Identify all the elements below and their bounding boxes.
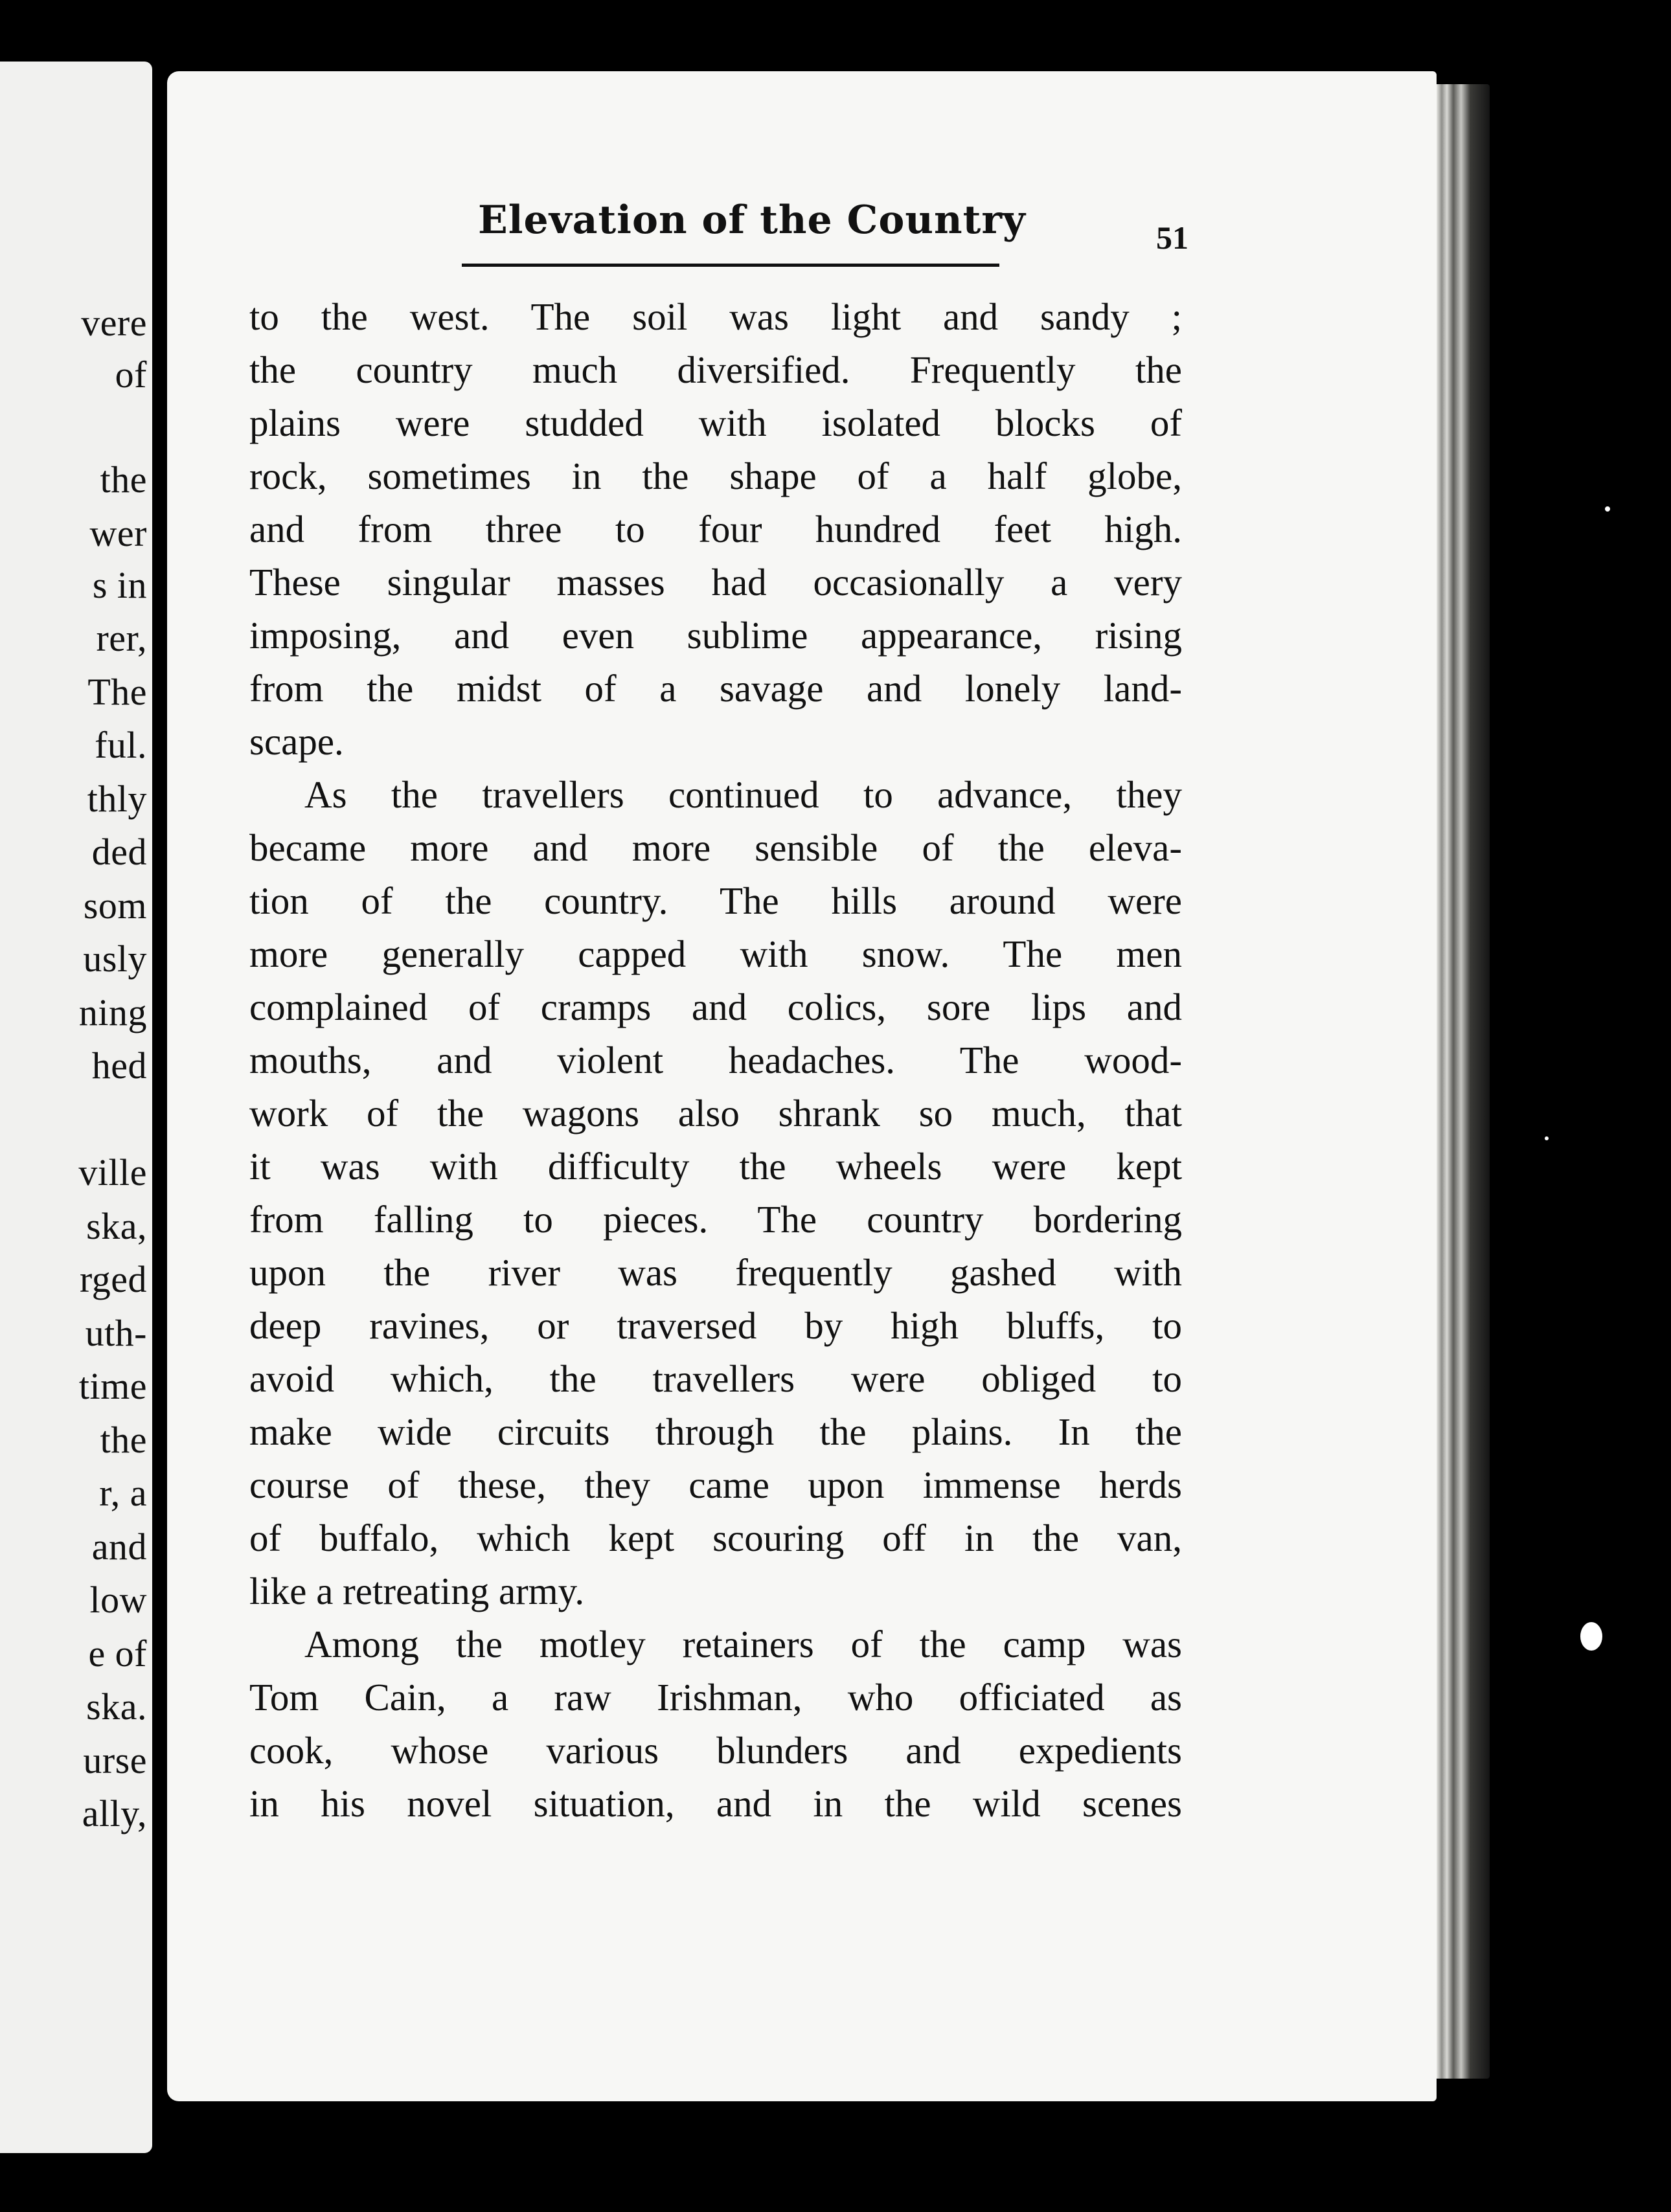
left-page-text-fragment: time	[78, 1365, 147, 1407]
left-page-text-fragment: rged	[79, 1258, 147, 1300]
left-page-fragment	[0, 62, 152, 2153]
text-line: These singular masses had occasionally a very	[249, 561, 1182, 604]
text-line: tion of the country. The hills around were	[249, 879, 1182, 922]
scan-speck	[1580, 1622, 1602, 1651]
text-line: the country much diversified. Frequently the	[249, 348, 1182, 391]
text-line: became more and more sensible of the eleva-	[249, 826, 1182, 869]
running-header-title: Elevation of the Country	[478, 198, 1026, 243]
text-line: imposing, and even sublime appearance, rising	[249, 614, 1182, 657]
left-page-text-fragment: ning	[78, 991, 147, 1033]
left-page-text-fragment: of	[115, 354, 147, 396]
left-page-text-fragment: ally,	[82, 1792, 147, 1834]
left-page-text-fragment: e of	[88, 1632, 147, 1675]
left-page-text-fragment: ded	[91, 831, 147, 873]
left-page-text-fragment: ville	[78, 1151, 147, 1193]
left-page-text-fragment: vere	[81, 302, 147, 344]
scan-speck	[1605, 506, 1610, 512]
left-page-text-fragment: The	[87, 671, 147, 713]
text-line: upon the river was frequently gashed with	[249, 1251, 1182, 1294]
left-page-text-fragment: r, a	[99, 1472, 147, 1514]
left-page-text-fragment: the	[100, 458, 147, 501]
header-rule	[462, 264, 999, 267]
text-line: from the midst of a savage and lonely land-	[249, 667, 1182, 710]
text-line: complained of cramps and colics, sore lips and	[249, 986, 1182, 1028]
text-line: it was with difficulty the wheels were kept	[249, 1145, 1182, 1188]
text-line: scape.	[249, 720, 344, 763]
text-line: from falling to pieces. The country bordering	[249, 1198, 1182, 1241]
text-line: avoid which, the travellers were obliged to	[249, 1357, 1182, 1400]
left-page-text-fragment: and	[91, 1526, 147, 1568]
text-line: to the west. The soil was light and sandy ;	[249, 295, 1182, 338]
text-line: like a retreating army.	[249, 1570, 585, 1612]
text-line: Tom Cain, a raw Irishman, who officiated as	[249, 1676, 1182, 1719]
left-page-text-fragment: thly	[87, 778, 147, 820]
text-line: Among the motley retainers of the camp was	[304, 1623, 1182, 1665]
text-line: deep ravines, or traversed by high bluffs, to	[249, 1304, 1182, 1347]
text-line: make wide circuits through the plains. In the	[249, 1410, 1182, 1453]
left-page-text-fragment: wer	[89, 512, 147, 554]
text-line: of buffalo, which kept scouring off in the van,	[249, 1517, 1182, 1559]
text-line: rock, sometimes in the shape of a half globe,	[249, 455, 1182, 497]
text-line: course of these, they came upon immense herds	[249, 1463, 1182, 1506]
left-page-text-fragment: ful.	[95, 724, 147, 766]
text-line: plains were studded with isolated blocks of	[249, 401, 1182, 444]
text-line: and from three to four hundred feet high.	[249, 508, 1182, 550]
left-page-text-fragment: the	[100, 1419, 147, 1461]
left-page-text-fragment: ska.	[86, 1686, 147, 1728]
text-line: more generally capped with snow. The men	[249, 932, 1182, 975]
left-page-text-fragment: urse	[83, 1739, 147, 1781]
left-page-text-fragment: rer,	[96, 617, 147, 659]
text-line: As the travellers continued to advance, they	[304, 773, 1182, 816]
text-line: cook, whose various blunders and expedients	[249, 1729, 1182, 1772]
left-page-text-fragment: som	[83, 885, 147, 927]
page-number: 51	[1156, 220, 1188, 256]
scan-speck	[1545, 1136, 1549, 1140]
left-page-text-fragment: low	[89, 1579, 147, 1621]
left-page-text-fragment: s in	[92, 564, 147, 606]
text-line: mouths, and violent headaches. The wood-	[249, 1039, 1182, 1081]
text-line: work of the wagons also shrank so much, that	[249, 1092, 1182, 1134]
left-page-text-fragment: ska,	[86, 1205, 147, 1247]
left-page-text-fragment: hed	[91, 1044, 147, 1087]
left-page-text-fragment: uth-	[85, 1312, 147, 1354]
left-page-text-fragment: usly	[83, 938, 147, 980]
text-line: in his novel situation, and in the wild scenes	[249, 1782, 1182, 1825]
